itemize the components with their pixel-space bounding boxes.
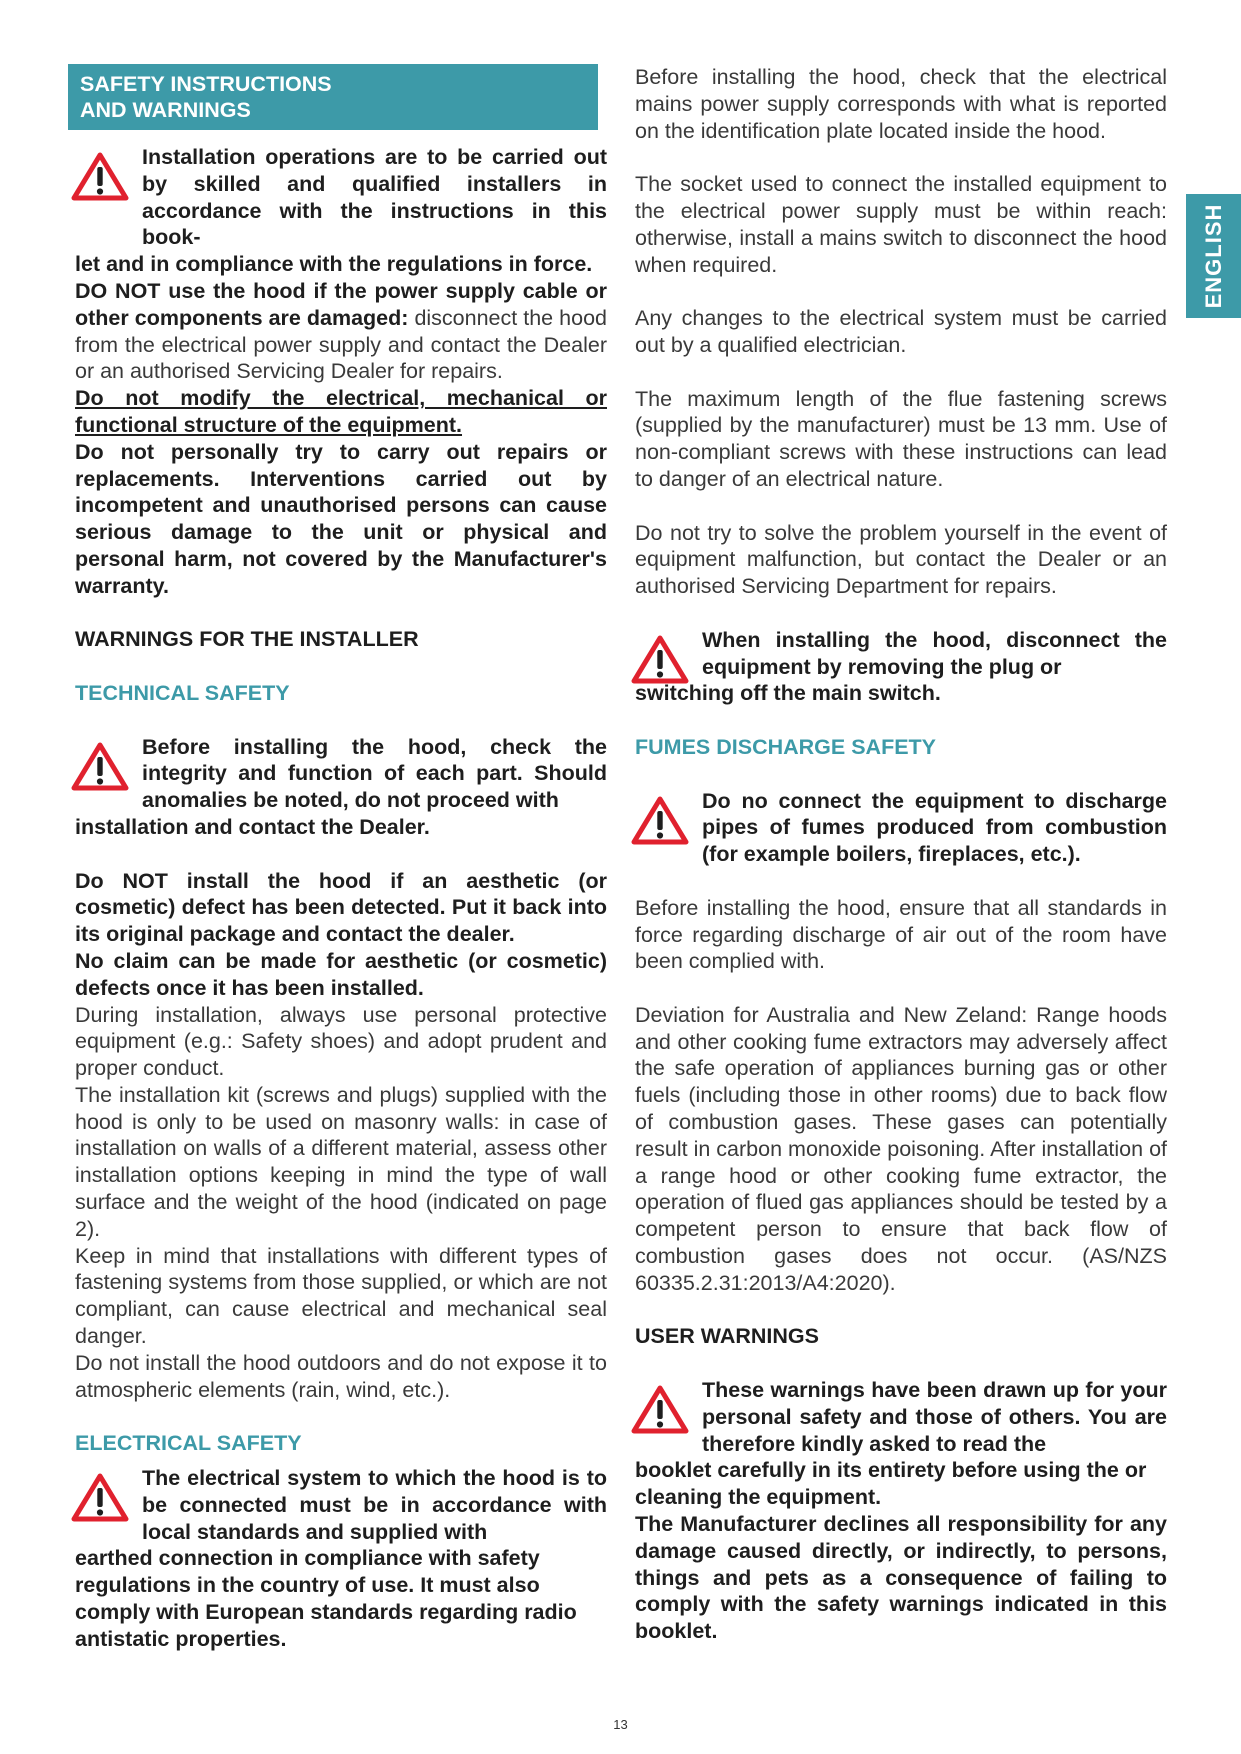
warning-installation-operations [75,144,607,278]
paragraph-fastening-systems: Keep in mind that installations with different types of fastening systems from those supplied, or which are not compliant, can cause electrical and mechanical seal danger. [75,1243,607,1349]
paragraph-malfunction: Do not try to solve the problem yourself in the event of equipment malfunction, but contact the Dealer or an authorised Servicing Department for repairs. [635,520,1167,599]
warning-electrical-rest: earthed connection in compliance with safety regulations in the country of use. It must also comply with European standards regarding radio antistatic properties. [75,1546,577,1651]
paragraph-no-claim: No claim can be made for aesthetic (or cosmetic) defects once it has been installed. [75,948,607,1000]
paragraph-australia-deviation: Deviation for Australia and New Zeland: Range hoods and other cooking fume extractors may adversely affect the safe operation of appliances burning gas or other fuels (including those in other rooms) due to back flow of combustion gases. These gases can potentially result in carbon monoxide poisoning. After installation of a range hood or other cooking fume extractor, the operation of flued gas appliances should be tested by a competent person to ensure that back flow of combustion gases does not occur. (AS/NZS 60335.2.31:2013/A4:2020). [635,1002,1167,1295]
warning-disconnect-lead: When installing the hood, disconnect the equipment by removing the plug or [702,627,1167,679]
warning-installation-rest: let and in compliance with the regulations in force. [75,252,593,277]
paragraph-installation-kit: The installation kit (screws and plugs) supplied with the hood is only to be used on masonry walls: in case of installation on walls of a different material, assess other installation options keeping in mind the type of wall surface and the weight of the hood (indicated on page 2). [75,1082,607,1241]
warning-electrical-lead: The electrical system to which the hood is to be connected must be in accordance with local standards and supplied with [142,1466,607,1544]
paragraph-outdoors: Do not install the hood outdoors and do not expose it to atmospheric elements (rain, wind, etc.). [75,1350,607,1402]
paragraph-socket: The socket used to connect the installed equipment to the electrical power supply must be within reach: otherwise, install a mains switch to disconnect the hood when required. [635,172,1167,277]
section-title-line1: SAFETY INSTRUCTIONS [80,72,332,96]
warning-triangle-icon [631,796,689,846]
warning-personal-rest: booklet carefully in its entirety before using the or cleaning the equipment. [635,1458,1147,1510]
heading-user-warnings: USER WARNINGS [635,1324,819,1349]
paragraph-do-not-modify: Do not modify the electrical, mechanical or functional structure of the equipment. [75,386,607,437]
paragraph-flue-screws: The maximum length of the flue fastening screws (supplied by the manufacturer) must be 13 mm. Use of non-compliant screws with these instructions can lead to danger of an electrical nature. [635,386,1167,491]
paragraph-mains-power: Before installing the hood, check that the electrical mains power supply corresponds with what is reported on the identification plate located inside the hood. [635,65,1167,143]
warning-personal-safety [635,1377,1167,1511]
warning-triangle-icon [71,152,129,202]
paragraph-aesthetic-defect: Do NOT install the hood if an aesthetic (or cosmetic) defect has been detected. Put it back into its original package and contact the dealer. [75,868,607,947]
paragraph-manufacturer-disclaimer: The Manufacturer declines all responsibility for any damage caused directly, or indirectly, to persons, things and pets as a consequence of failing to comply with the safety warnings indicated in this booklet. [635,1512,1167,1644]
warning-triangle-icon [71,742,129,792]
damaged-cable-text: disconnect the hood from the electrical power supply and contact the Dealer or an authorised Servicing Dealer for repairs. [75,305,607,384]
warning-check-integrity [75,734,607,841]
paragraph-protective-equipment: During installation, always use personal protective equipment (e.g.: Safety shoes) and adopt prudent and proper conduct. [75,1002,607,1081]
warning-installation-lead: Installation operations are to be carried out by skilled and qualified installers in accordance with the instructions in this book- [142,145,607,250]
paragraph-do-not-repair: Do not personally try to carry out repairs or replacements. Interventions carried out by incompetent and unauthorised persons can cause serious damage to the unit or physical and personal harm, not covered by the Manufacturer's warranty. [75,439,607,598]
warning-triangle-icon [631,635,689,685]
left-column [75,64,607,1653]
warning-disconnect [635,627,1167,707]
warning-integrity-rest: installation and contact the Dealer. [75,814,430,839]
warning-triangle-icon [71,1473,129,1523]
heading-technical-safety: TECHNICAL SAFETY [75,680,290,705]
heading-electrical-safety: ELECTRICAL SAFETY [75,1431,302,1456]
section-title-line2: AND WARNINGS [80,98,251,122]
page-number: 13 [613,1717,628,1732]
heading-fumes-discharge: FUMES DISCHARGE SAFETY [635,734,937,759]
heading-installer-warnings: WARNINGS FOR THE INSTALLER [75,627,419,652]
paragraph-damaged-cable [75,278,607,385]
warning-triangle-icon [631,1385,689,1435]
right-column [635,64,1167,1645]
language-tab-label: ENGLISH [1200,203,1226,309]
damaged-cable-bold: DO NOT use the hood if the power supply cable or other components are damaged: [75,278,607,330]
warning-integrity-lead: Before installing the hood, check the integrity and function of each part. Should anomalies be noted, do not proceed with [142,734,607,813]
language-tab [1186,194,1241,318]
warning-discharge-lead: Do no connect the equipment to discharge pipes of fumes produced from combustion (for example boilers, fireplaces, etc.). [702,788,1167,867]
paragraph-air-discharge-standards: Before installing the hood, ensure that all standards in force regarding discharge of air out of the room have been complied with. [635,895,1167,974]
warning-electrical-system [75,1465,607,1653]
paragraph-electrical-changes: Any changes to the electrical system must be carried out by a qualified electrician. [635,306,1167,357]
warning-personal-lead: These warnings have been drawn up for your personal safety and those of others. You are therefore kindly asked to read the [702,1378,1167,1456]
warning-discharge-pipes [635,788,1167,868]
warning-disconnect-rest: switching off the main switch. [635,681,941,706]
